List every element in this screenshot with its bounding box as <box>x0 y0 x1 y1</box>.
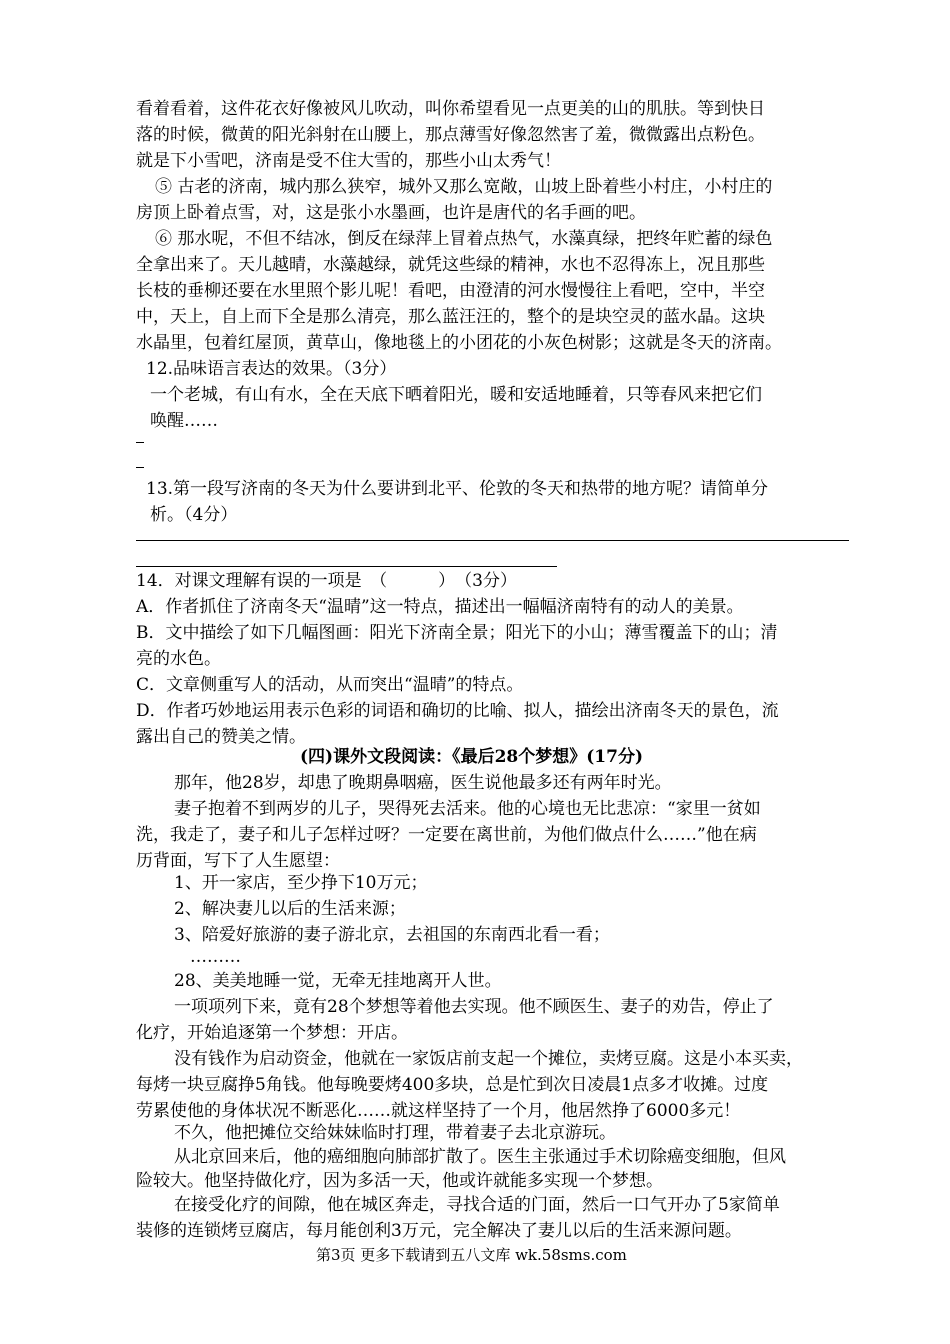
passage-line: 全拿出来了。天儿越晴，水藻越绿，就凭这些绿的精神，水也不忍得冻上，况且那些 <box>136 255 765 275</box>
passage-line: 落的时候，微黄的阳光斜射在山腰上，那点薄雪好像忽然害了羞，微微露出点粉色。 <box>136 125 765 145</box>
story-line: 化疗，开始追逐第一个梦想：开店。 <box>136 1023 408 1043</box>
passage-line: 长枝的垂柳还要在水里照个影儿呢！看吧，由澄清的河水慢慢往上看吧，空中，半空 <box>136 281 765 301</box>
answer-line[interactable] <box>136 566 557 567</box>
question-14-option: A．作者抓住了济南冬天“温晴”这一特点，描述出一幅幅济南特有的动人的美景。 <box>136 597 744 617</box>
story-line: 装修的连锁烤豆腐店，每月能创利3万元，完全解决了妻儿以后的生活来源问题。 <box>136 1221 742 1241</box>
story-line: 每烤一块豆腐挣5角钱。他每晚要烤400多块，总是忙到次日凌晨1点多才收摊。过度 <box>136 1075 769 1095</box>
question-12-quote: 一个老城，有山有水，全在天底下晒着阳光，暖和安适地睡着，只等春风来把它们 <box>150 385 762 405</box>
story-line: 从北京回来后，他的癌细胞向肺部扩散了。医生主张通过手术切除癌变细胞，但风 <box>174 1147 786 1167</box>
question-12-prompt: 12.品味语言表达的效果。（3分） <box>146 359 397 379</box>
wish-item: 1、开一家店，至少挣下10万元； <box>174 873 428 893</box>
passage-line: 房顶上卧着点雪，对，这是张小水墨画，也许是唐代的名手画的吧。 <box>136 203 646 223</box>
passage-line: ⑥ 那水呢，不但不结冰，倒反在绿萍上冒着点热气，水藻真绿，把终年贮蓄的绿色 <box>155 229 773 249</box>
story-line: 那年，他28岁，却患了晚期鼻咽癌，医生说他最多还有两年时光。 <box>174 773 672 793</box>
answer-blank[interactable] <box>136 467 144 468</box>
wish-item: 3、陪爱好旅游的妻子游北京，去祖国的东南西北看一看； <box>174 925 610 945</box>
story-line: 没有钱作为启动资金，他就在一家饭店前支起一个摊位，卖烤豆腐。这是小本买卖， <box>174 1049 803 1069</box>
answer-line[interactable] <box>136 540 849 541</box>
passage-line: 就是下小雪吧，济南是受不住大雪的，那些小山太秀气！ <box>136 151 561 171</box>
page-footer: 第3页 更多下载请到五八文库 wk.58sms.com <box>316 1246 627 1264</box>
story-line: 劳累使他的身体状况不断恶化……就这样坚持了一个月，他居然挣了6000多元！ <box>136 1101 741 1121</box>
passage-line: 看着看着，这件花衣好像被风儿吹动，叫你希望看见一点更美的山的肌肤。等到快日 <box>136 99 765 119</box>
story-line: 不久，他把摊位交给妹妹临时打理，带着妻子去北京游玩。 <box>174 1123 616 1143</box>
question-14-option: 露出自己的赞美之情。 <box>136 727 306 747</box>
passage-line: 中，天上，自上而下全是那么清亮，那么蓝汪汪的，整个的是块空灵的蓝水晶。这块 <box>136 307 765 327</box>
question-14-option: C．文章侧重写人的活动，从而突出“温晴”的特点。 <box>136 675 524 695</box>
question-13-prompt: 析。（4分） <box>150 505 238 525</box>
wish-item: 2、解决妻儿以后的生活来源； <box>174 899 406 919</box>
story-line: 在接受化疗的间隙，他在城区奔走，寻找合适的门面，然后一口气开办了5家简单 <box>174 1195 780 1215</box>
section-title: (四)课外文段阅读：《最后28个梦想》(17分) <box>300 747 643 767</box>
story-line: 洗，我走了，妻子和儿子怎样过呀？一定要在离世前，为他们做点什么……”他在病 <box>136 825 757 845</box>
story-line: 一项项列下来，竟有28个梦想等着他去实现。他不顾医生、妻子的劝告，停止了 <box>174 997 774 1017</box>
question-14-prompt: 14．对课文理解有误的一项是 （ ） （3分） <box>136 571 517 591</box>
story-line: 险较大。他坚持做化疗，因为多活一天，他或许就能多实现一个梦想。 <box>136 1171 663 1191</box>
wish-ellipsis: ……… <box>190 947 241 967</box>
passage-line: 水晶里，包着红屋顶，黄草山，像地毯上的小团花的小灰色树影；这就是冬天的济南。 <box>136 333 782 353</box>
question-14-option: D．作者巧妙地运用表示色彩的词语和确切的比喻、拟人，描绘出济南冬天的景色，流 <box>136 701 779 721</box>
story-line: 历背面，写下了人生愿望： <box>136 851 340 871</box>
wish-item: 28、美美地睡一觉，无牵无挂地离开人世。 <box>174 971 502 991</box>
answer-blank[interactable] <box>136 442 144 443</box>
question-14-option: B．文中描绘了如下几幅图画：阳光下济南全景；阳光下的小山；薄雪覆盖下的山；清 <box>136 623 778 643</box>
question-13-prompt: 13.第一段写济南的冬天为什么要讲到北平、伦敦的冬天和热带的地方呢？请简单分 <box>146 479 769 499</box>
question-14-option: 亮的水色。 <box>136 649 221 669</box>
passage-line: ⑤ 古老的济南，城内那么狭窄，城外又那么宽敞，山坡上卧着些小村庄，小村庄的 <box>155 177 773 197</box>
question-12-quote: 唤醒…… <box>150 411 218 431</box>
story-line: 妻子抱着不到两岁的儿子，哭得死去活来。他的心境也无比悲凉：“家里一贫如 <box>174 799 761 819</box>
